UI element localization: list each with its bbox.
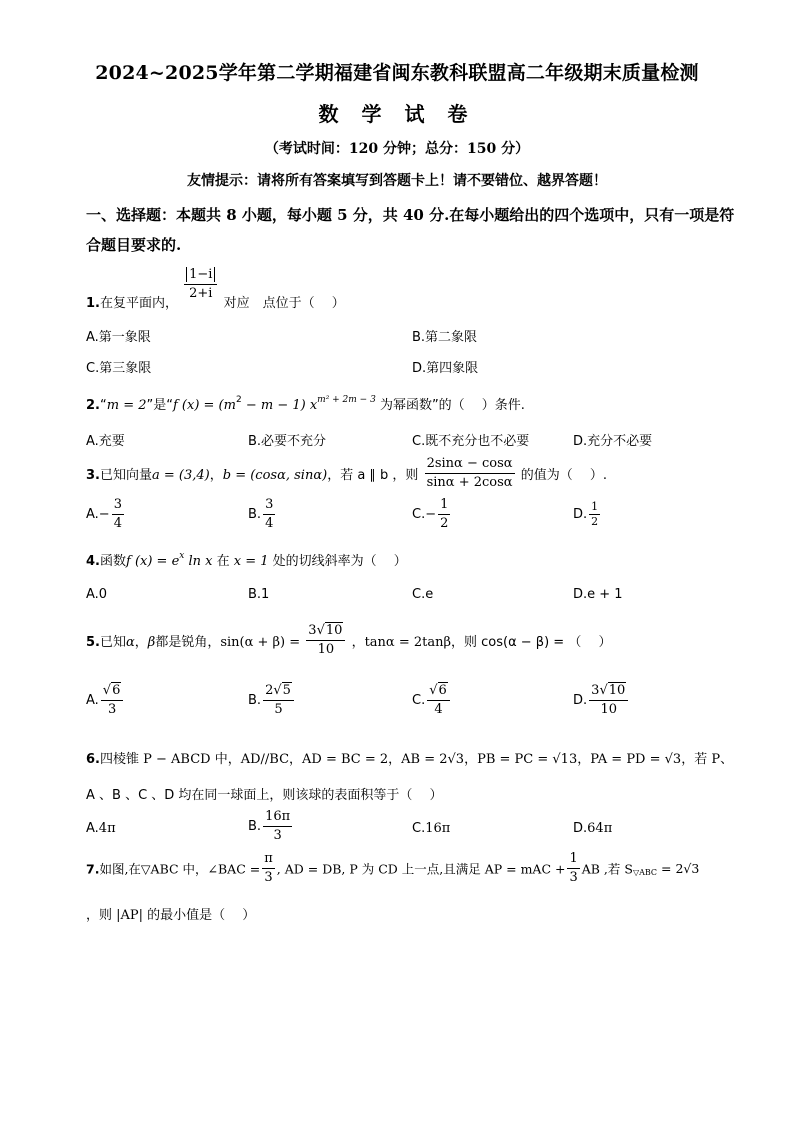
math-expr: m = 2: [106, 398, 147, 413]
question-text: 为幂函数”的（ ）条件.: [375, 398, 525, 413]
option-label: B.: [248, 693, 262, 708]
math-expr: sin(α + β) =: [220, 635, 301, 650]
vector-a: a = (3,4): [152, 468, 210, 483]
option-b[interactable]: B.第二象限: [412, 330, 478, 345]
option-a[interactable]: A.第一象限: [86, 330, 151, 345]
option-label: C.: [412, 507, 426, 522]
radicand: 6: [438, 683, 447, 698]
question-text: ”是“: [146, 398, 173, 413]
vector-b: b = (cosα, sinα): [222, 468, 328, 483]
question-6: [86, 748, 733, 767]
question-text: 对应 点位于（ ）: [223, 296, 345, 311]
option-d[interactable]: D.充分不必要: [573, 434, 653, 449]
option-b[interactable]: B.1: [248, 587, 270, 602]
numerator: π: [262, 850, 275, 869]
option-label: C.: [412, 821, 426, 836]
question-text: 都是锐角，: [155, 635, 221, 650]
option-d[interactable]: [573, 500, 602, 529]
numerator: 3: [263, 496, 275, 515]
separator: ，: [209, 468, 223, 483]
option-c[interactable]: [412, 682, 452, 719]
coefficient: 3: [591, 683, 600, 698]
question-text: 处的切线斜率为（ ）: [268, 554, 407, 569]
denominator: 3: [273, 828, 282, 843]
denominator: 2: [440, 516, 449, 531]
option-a[interactable]: A.0: [86, 587, 108, 602]
question-1: [86, 266, 345, 311]
denominator: 3: [107, 702, 117, 717]
question-6-line-2: A 、B 、C 、D 均在同一球面上，则该球的表面积等于（ ）: [86, 788, 443, 803]
denominator: 3: [264, 870, 273, 885]
fraction: [306, 622, 345, 659]
question-text: 在: [212, 554, 234, 569]
question-text: 四棱锥 P − ABCD 中，AD//BC，AD = BC = 2，AB = 2√3，PB = PC = √13，PA = PD = √3，若 P、: [99, 752, 734, 767]
option-d[interactable]: [573, 821, 612, 836]
beta-symbol: β: [147, 635, 156, 650]
separator: ，: [351, 635, 365, 650]
math-expr: tanα = 2tanβ: [364, 635, 451, 650]
numerator: 3√10: [306, 622, 345, 641]
question-number: 7.: [86, 861, 100, 877]
question-text: = 2√3: [657, 861, 700, 876]
option-a[interactable]: A.充要: [86, 434, 125, 449]
question-3: [86, 455, 607, 492]
question-5: [86, 622, 611, 659]
denominator: 10: [317, 642, 335, 657]
fraction: [425, 455, 515, 492]
quote-open: “: [99, 398, 107, 413]
friendly-tip: 友情提示：请将所有答案填写到答题卡上！请不要错位、越界答题！: [187, 173, 607, 189]
sign: −: [98, 507, 110, 522]
option-b[interactable]: [248, 682, 296, 719]
radicand: 10: [325, 623, 343, 638]
superscript: 2: [235, 395, 242, 405]
denominator: 4: [265, 516, 274, 531]
option-label: D.: [573, 693, 588, 708]
question-text: 已知: [99, 635, 126, 650]
question-text: 已知向量: [99, 468, 152, 483]
numerator: 2sinα − cosα: [425, 455, 515, 474]
numerator: 2√5: [263, 682, 294, 701]
section-heading: 一、选择题：本题共 8 小题，每小题 5 分，共 40 分.在每小题给出的四个选项中，只有一项是符合题目要求的.: [86, 206, 735, 254]
numerator: 3: [112, 496, 124, 515]
question-text: 函数: [99, 554, 126, 569]
option-value: 4π: [98, 821, 116, 836]
subscript: ▽ABC: [632, 868, 658, 877]
question-number: 1.: [86, 296, 100, 311]
option-value: 16π: [425, 821, 451, 836]
option-a[interactable]: [86, 496, 126, 533]
math-expr: x = 1: [233, 554, 269, 569]
denominator: 4: [113, 516, 122, 531]
condition-text: ，若 a ∥ b ，则: [327, 468, 419, 483]
math-expr: ln x: [184, 554, 213, 569]
math-expr: − m − 1) x: [241, 398, 318, 413]
sign: −: [425, 507, 437, 522]
exam-subtitle: 数 学 试 卷: [318, 102, 476, 126]
numerator: 1: [438, 496, 450, 515]
option-label: C.: [412, 693, 426, 708]
option-c[interactable]: C.第三象限: [86, 361, 152, 376]
option-c[interactable]: [412, 821, 450, 836]
fraction: [184, 266, 217, 303]
option-label: D.: [573, 507, 588, 522]
option-label: A.: [86, 821, 99, 836]
option-label: B.: [248, 507, 262, 522]
denominator: sinα + 2cosα: [426, 475, 513, 490]
option-b[interactable]: [248, 496, 277, 533]
option-label: A.: [86, 693, 99, 708]
denominator: 5: [274, 702, 283, 717]
math-expr: f (x) = e: [126, 554, 180, 569]
option-d[interactable]: D.第四象限: [412, 361, 479, 376]
option-a[interactable]: [86, 682, 125, 719]
question-2: [86, 394, 525, 413]
superscript: x: [179, 551, 185, 561]
option-a[interactable]: [86, 821, 116, 836]
numerator: 1−i: [186, 267, 215, 282]
question-7-line-2: ，则 |AP| 的最小值是（ ）: [86, 908, 256, 923]
option-label: B.: [248, 819, 262, 834]
exam-title: 2024~2025学年第二学期福建省闽东教科联盟高二年级期末质量检测: [95, 62, 699, 84]
question-text: 在复平面内，: [99, 296, 178, 311]
numerator: 3√10: [589, 682, 628, 701]
denominator: 4: [434, 702, 443, 717]
radicand: 5: [282, 683, 291, 698]
denominator: 10: [600, 702, 617, 717]
option-label: D.: [573, 821, 588, 836]
question-text: 如图,在▽ABC 中，∠BAC =: [99, 861, 261, 877]
question-number: 5.: [86, 635, 100, 650]
coefficient: 2: [265, 683, 274, 698]
numerator: √6: [101, 682, 124, 701]
option-c[interactable]: C.既不充分也不必要: [412, 434, 530, 449]
option-c[interactable]: [412, 496, 452, 533]
option-d[interactable]: D.e + 1: [573, 587, 623, 602]
numerator: √6: [427, 682, 450, 701]
question-4: [86, 550, 407, 569]
option-b[interactable]: [248, 808, 294, 845]
option-b[interactable]: B.必要不充分: [248, 434, 327, 449]
separator: ，: [134, 635, 148, 650]
denominator: 3: [569, 870, 578, 885]
question-number: 2.: [86, 398, 100, 413]
radicand: 6: [112, 683, 121, 698]
question-number: 4.: [86, 554, 100, 569]
option-c[interactable]: C.e: [412, 587, 434, 602]
numerator: 1: [591, 500, 599, 513]
radicand: 10: [608, 683, 626, 698]
question-text: ，则 cos(α − β) = （ ）: [451, 635, 612, 650]
alpha-symbol: α: [126, 635, 135, 650]
question-text: , AD = DB, P 为 CD 上一点,且满足 AP = mAC +: [276, 861, 566, 877]
exam-time-info: （考试时间：120 分钟；总分：150 分）: [264, 141, 530, 157]
coefficient: 3: [308, 623, 317, 638]
option-label: A.: [86, 507, 99, 522]
option-value: 64π: [587, 821, 613, 836]
denominator: 2+i: [189, 286, 213, 301]
math-expr: f (x) = (m: [172, 398, 236, 413]
numerator: 16π: [263, 808, 292, 827]
numerator: 1: [567, 850, 579, 869]
question-text: 的值为（ ）.: [520, 468, 607, 483]
question-number: 3.: [86, 468, 100, 483]
denominator: 2: [591, 515, 599, 528]
question-7: [86, 850, 699, 887]
exponent: m² + 2m − 3: [317, 395, 376, 405]
option-d[interactable]: [573, 682, 630, 719]
question-text: AB ,若 S: [581, 861, 633, 877]
question-number: 6.: [86, 752, 100, 767]
